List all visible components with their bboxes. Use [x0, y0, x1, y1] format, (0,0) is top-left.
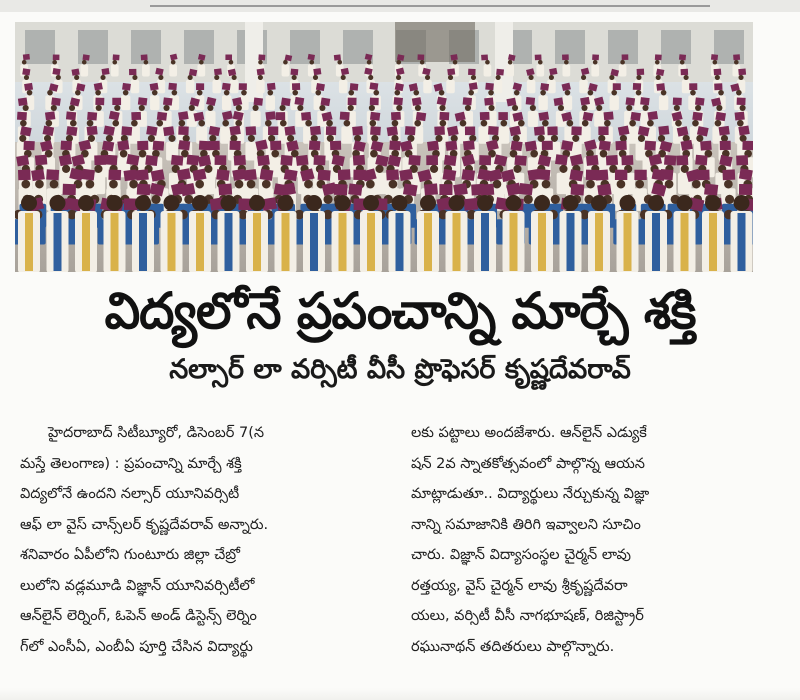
previous-article-strip — [0, 0, 800, 12]
body-line: నాన్ని సమాజానికి తిరిగి ఇవ్వాలని సూచిం — [411, 516, 641, 533]
article-headline: విద్యలోనే ప్రపంచాన్ని మార్చే శక్తి — [104, 282, 696, 340]
body-line: చారు. విజ్ఞాన్ విద్యాసంస్థల చైర్మన్ లావు — [411, 547, 632, 563]
body-line: శనివారం ఏపీలోని గుంటూరు జిల్లా చేబ్రో — [20, 547, 240, 563]
body-column-right — [411, 418, 780, 700]
page-bottom-edge — [0, 688, 800, 700]
body-line: గ్‌లో ఎంసీఏ, ఎంబీఏ పూర్తి చేసిన విద్యార్థు — [20, 638, 253, 655]
body-line: మస్తే తెలంగాణ) : ప్రపంచాన్ని మార్చే శక్తి — [20, 455, 242, 472]
body-line: రత్తయ్య, వైస్ చైర్మన్ లావు శ్రీకృష్ణదేవరా — [411, 577, 628, 594]
article-subheadline: నల్సార్ లా వర్సిటీ వీసీ ప్రొఫెసర్ కృష్ణదేవరావ్ — [169, 354, 631, 385]
body-line: హైదరాబాద్ సిటీబ్యూరో, డిసెంబర్ 7(న — [48, 425, 265, 441]
body-line: లకు పట్టాలు అందజేశారు. ఆన్‌లైన్ ఎడ్యుకే — [411, 425, 647, 441]
graduation-photo — [15, 22, 753, 272]
body-line: మాట్లాడుతూ.. విద్యార్థులు నేర్చుకున్న విజ్ఞా — [411, 486, 650, 502]
body-line: విద్యలోనే ఉందని నల్సార్ యూనివర్సిటీ — [20, 486, 240, 502]
body-line: ఆన్‌లైన్ లెర్నింగ్, ఓపెన్ అండ్ డిస్టెన్స్ లెర్నిం — [20, 608, 257, 624]
body-line: లులోని వడ్లమూడి విజ్ఞాన్ యూనివర్సిటీలో — [20, 577, 255, 594]
body-line: షన్ 2వ స్నాతకోత్సవంలో పాల్గొన్న ఆయన — [411, 455, 645, 472]
graduation-crowd-illustration — [15, 22, 753, 272]
body-column-left — [20, 418, 389, 700]
article-body — [20, 418, 780, 700]
body-line: ఆఫ్ లా వైస్ చాన్స్‌లర్ కృష్ణదేవరావ్ అన్నారు. — [20, 516, 269, 533]
body-line: రఘునాథన్ తదితరులు పాల్గొన్నారు. — [411, 638, 615, 655]
previous-article-rule — [150, 5, 710, 7]
body-line: యలు, వర్సిటీ వీసీ నాగభూషణ్, రిజిస్ట్రార్ — [411, 608, 644, 624]
